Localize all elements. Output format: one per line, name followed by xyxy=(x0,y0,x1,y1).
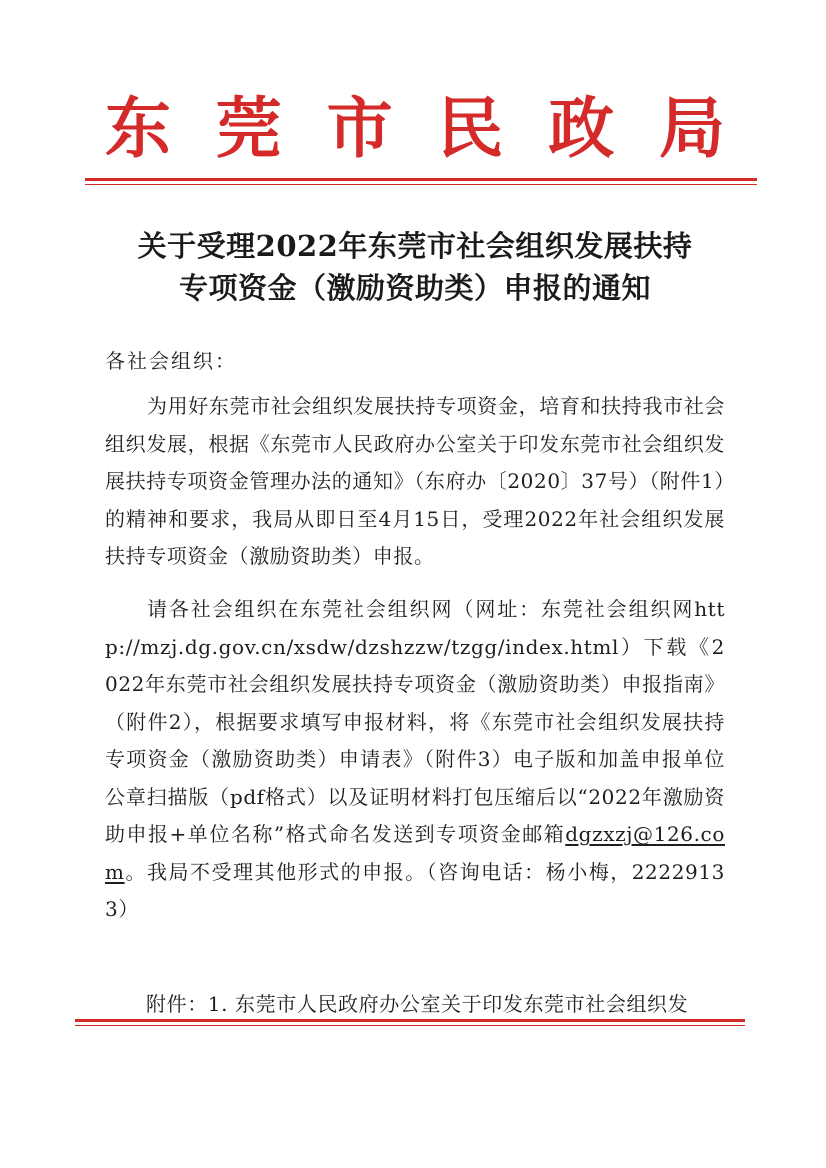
footer-red-rule-thick xyxy=(75,1019,745,1022)
paragraph-2-text: 请各社会组织在东莞社会组织网（网址：东莞社会组织网http://mzj.dg.gov.cn/xsdw/dzshzzw/tzgg/index.html）下载《2022年东莞市社会组织发展扶持专项资金（激励资助类）申报指南》（附件2），根据要求填写申报材料，将《东莞市社会组织发展扶持专项资金（激励资助类）申请表》（附件3）电子版和加盖申报单位公章扫描版（pdf格式）以及证明材料打包压缩后以“2022年激励资助申报+单位名称”格式命名发送到专项资金邮箱 xyxy=(105,597,725,846)
footer-red-rule-thin xyxy=(75,1025,745,1026)
body-paragraph-2 xyxy=(105,591,725,929)
header-red-rule-thin xyxy=(85,184,757,185)
header-char: 政 xyxy=(548,89,615,167)
salutation: 各社会组织： xyxy=(105,349,237,373)
attachment-line: 附件：1. 东莞市人民政府办公室关于印发东莞市社会组织发 xyxy=(146,992,689,1016)
issuing-authority-header xyxy=(105,88,725,168)
header-char: 东 xyxy=(105,89,171,167)
header-char: 市 xyxy=(326,89,393,167)
header-char: 民 xyxy=(437,89,504,167)
document-title-line-2: 专项资金（激励资助类）申报的通知 xyxy=(178,271,651,305)
body-paragraph-1: 为用好东莞市社会组织发展扶持专项资金，培育和扶持我市社会组织发展，根据《东莞市人民政府办公室关于印发东莞市社会组织发展扶持专项资金管理办法的通知》（东府办〔2020〕37号）（附件1）的精神和要求，我局从即日至4月15日，受理2022年社会组织发展扶持专项资金（激励资助类）申报。 xyxy=(105,394,725,568)
paragraph-2-closing: 。我局不受理其他形式的申报。（咨询电话：杨小梅，22229133） xyxy=(105,859,725,921)
header-char: 局 xyxy=(658,89,725,167)
header-red-rule-thick xyxy=(85,178,757,181)
email-link[interactable]: dgzxzj@126.com xyxy=(105,822,725,884)
document-title-line-1: 关于受理2022年东莞市社会组织发展扶持 xyxy=(137,229,693,263)
header-char: 莞 xyxy=(215,89,282,167)
